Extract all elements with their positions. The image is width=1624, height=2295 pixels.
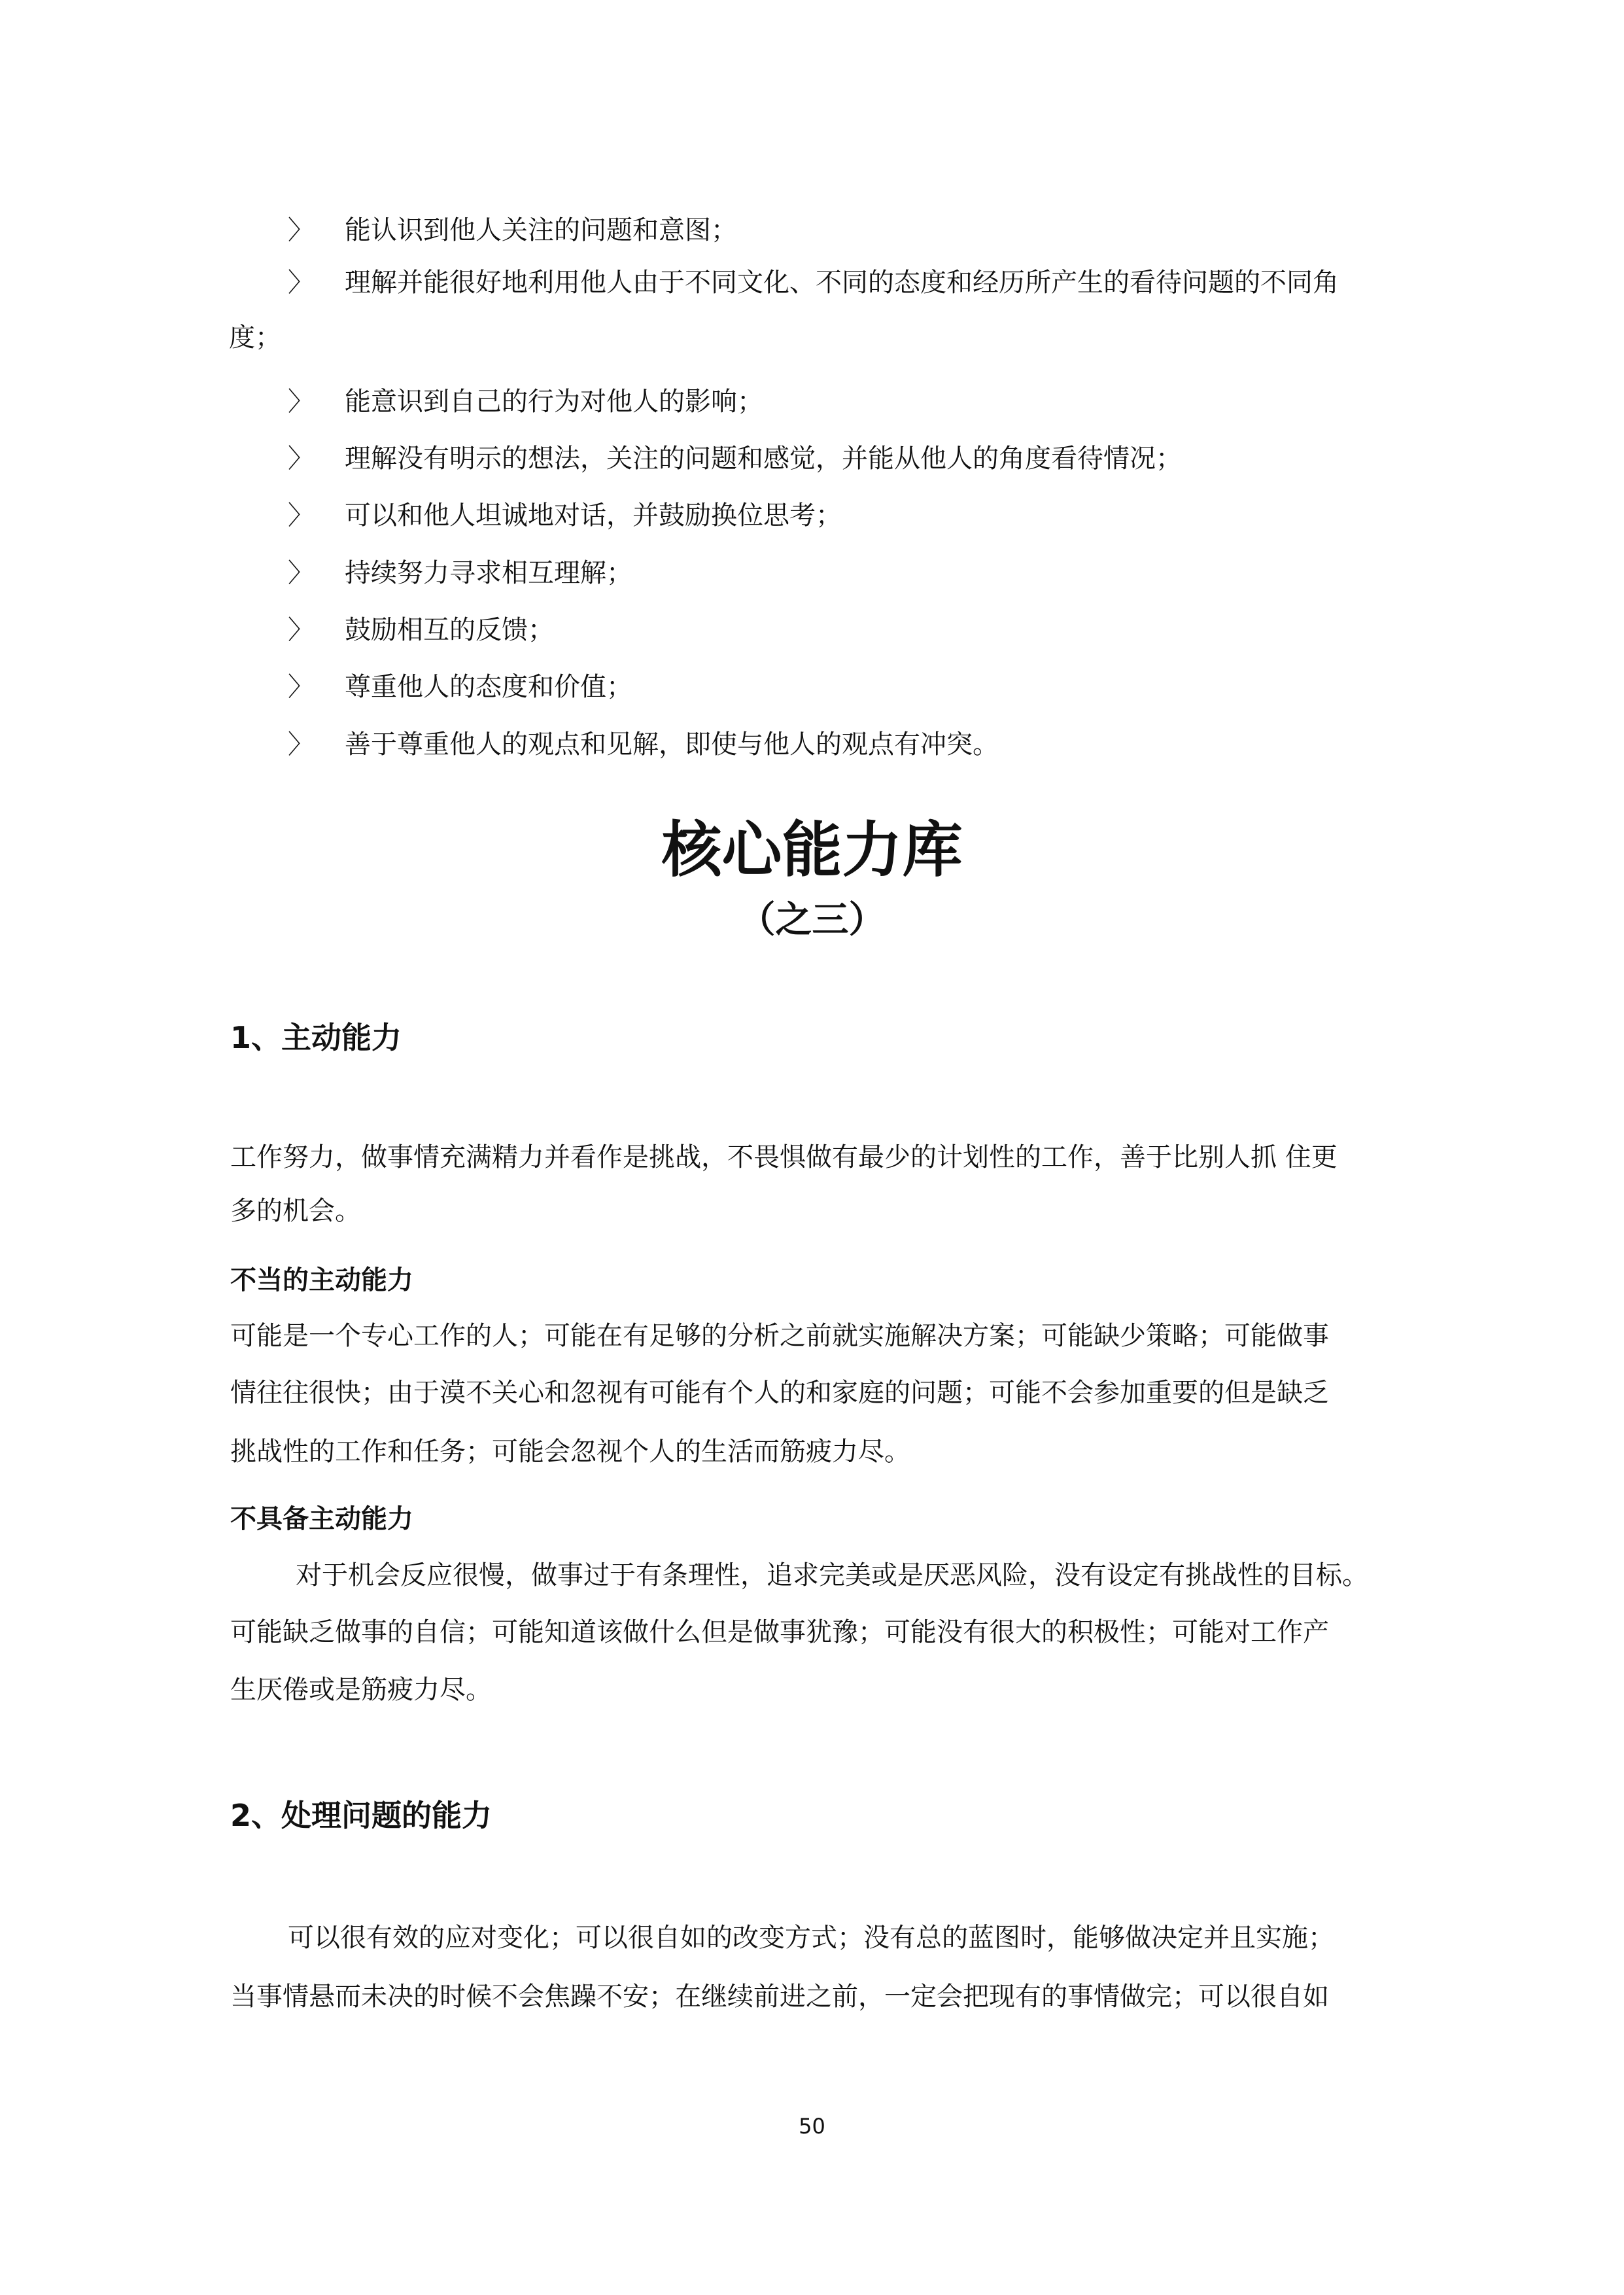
improper-ability-line: 情往往很快；由于漠不关心和忽视有可能有个人的和家庭的问题；可能不会参加重要的但是缺乏 [230,1378,1329,1408]
section-2-line: 可以很有效的应对变化；可以很自如的改变方式；没有总的蓝图时，能够做决定并且实施； [288,1923,1334,1953]
improper-ability-heading: 不当的主动能力 [230,1265,413,1295]
bullet-item: 鼓励相互的反馈； [345,615,554,645]
lacking-ability-line: 可能缺乏做事的自信；可能知道该做什么但是做事犹豫；可能没有很大的积极性；可能对工作产 [230,1617,1329,1647]
bullet-marker: 〉 [288,215,314,245]
bullet-marker: 〉 [288,500,314,531]
bullet-item: 持续努力寻求相互理解； [345,558,632,588]
bullet-item: 能意识到自己的行为对他人的影响； [345,387,763,417]
bullet-item: 理解没有明示的想法，关注的问题和感觉，并能从他人的角度看待情况； [345,444,1182,474]
bullet-marker: 〉 [288,268,314,298]
section-2-heading: 2、处理问题的能力 [230,1798,492,1833]
improper-ability-line: 挑战性的工作和任务；可能会忽视个人的生活而筋疲力尽。 [230,1437,910,1467]
bullet-item: 尊重他人的态度和价值； [345,672,632,702]
section-1-intro-line: 工作努力，做事情充满精力并看作是挑战，不畏惧做有最少的计划性的工作，善于比别人抓 住更 [230,1142,1338,1172]
lacking-ability-line: 生厌倦或是筋疲力尽。 [230,1675,492,1705]
bullet-item: 能认识到他人关注的问题和意图； [345,215,737,245]
lacking-ability-heading: 不具备主动能力 [230,1504,413,1534]
page-title: 核心能力库 [661,815,963,885]
bullet-marker: 〉 [288,615,314,645]
page-subtitle: （之三） [738,899,886,941]
bullet-item: 理解并能很好地利用他人由于不同文化、不同的态度和经历所产生的看待问题的不同角 [345,268,1339,298]
section-1-heading: 1、主动能力 [230,1020,402,1055]
bullet-item: 善于尊重他人的观点和见解，即使与他人的观点有冲突。 [345,729,999,760]
bullet-item-continuation: 度； [229,323,281,353]
bullet-marker: 〉 [288,387,314,417]
bullet-marker: 〉 [288,672,314,702]
page-number: 50 [799,2114,825,2139]
section-2-line: 当事情悬而未决的时候不会焦躁不安；在继续前进之前，一定会把现有的事情做完；可以很自如 [230,1982,1329,2012]
bullet-marker: 〉 [288,729,314,760]
improper-ability-line: 可能是一个专心工作的人；可能在有足够的分析之前就实施解决方案；可能缺少策略；可能做事 [230,1321,1329,1351]
bullet-marker: 〉 [288,444,314,474]
section-1-intro-line: 多的机会。 [230,1196,361,1226]
bullet-item: 可以和他人坦诚地对话，并鼓励换位思考； [345,500,842,531]
lacking-ability-line: 对于机会反应很慢，做事过于有条理性，追求完美或是厌恶风险，没有设定有挑战性的目标。 [296,1560,1368,1590]
bullet-marker: 〉 [288,558,314,588]
